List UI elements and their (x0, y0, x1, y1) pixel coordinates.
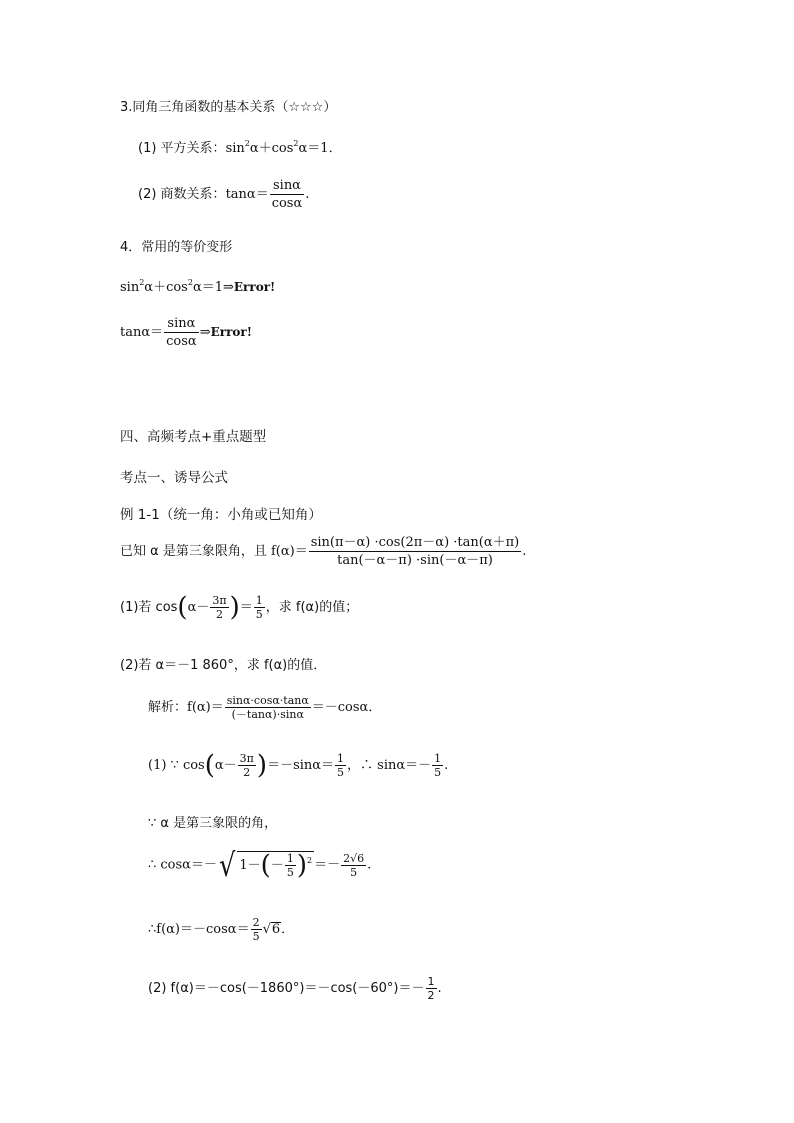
simplify-fraction (225, 694, 311, 721)
q1-fraction-3pi-2 (210, 594, 228, 621)
q1-fraction-1-5 (254, 594, 265, 621)
sqrt-icon: √ (262, 922, 271, 937)
example-title: 例 1-1（统一角：小角或已知角） (120, 507, 322, 523)
equivalent-transform-1 (120, 276, 275, 295)
section-3-title: 3.同角三角函数的基本关系（☆☆☆） (120, 100, 337, 115)
fraction-numerator: sinα·cosα·tanα (226, 694, 309, 707)
fraction-denominator: 5 (252, 930, 260, 943)
left-paren: ( (260, 850, 271, 881)
quotient-relation-label: (2) 商数关系： (138, 187, 226, 202)
equals-minus: ＝－ (314, 857, 341, 873)
fraction-denominator: 5 (434, 766, 442, 779)
sqrt-radicand: 1－(－ $\frac{1}{5}$ )$^2$ (239, 850, 313, 881)
inner-fraction-1-5 (285, 852, 296, 879)
quotient-relation-lhs: tanα＝ (225, 187, 269, 202)
fraction-numerator: 2 (252, 916, 260, 929)
fraction-denominator: 2 (243, 766, 251, 779)
key-point-1-title: 考点一、诱导公式 (120, 470, 228, 486)
sqrt-icon: √ (219, 846, 236, 884)
result-fraction (341, 852, 366, 879)
sqrt-radicand: 6 (271, 922, 281, 937)
q1-prefix: (1)若 cos (120, 600, 178, 615)
square-relation-rhs: ＝1． (307, 141, 342, 156)
left-paren: ( (204, 750, 215, 781)
period: . (522, 544, 527, 559)
step1-therefore: ，∴ sinα＝－ (347, 758, 432, 773)
cos-prefix: ∴ cosα＝－ (148, 857, 217, 873)
fraction-denominator: 2 (215, 608, 223, 621)
fraction-denominator: (－tanα)·sinα (231, 708, 304, 721)
step1-fraction-neg-1-5 (432, 752, 443, 779)
fraction-denominator: tan(－α－π) ·sin(－α－π) (337, 553, 493, 568)
square-relation-formula: $\sin^2\alpha+\cos^2\alpha$ (225, 139, 308, 156)
fraction-numerator: 1 (427, 975, 435, 988)
fraction-numerator: 3π (239, 752, 254, 765)
fraction-denominator: 2 (427, 989, 435, 1002)
left-paren: ( (177, 592, 188, 623)
error-text-2: Error! (210, 325, 252, 339)
step1-middle: ＝－sinα＝ (267, 758, 335, 773)
transform-2-fraction (164, 315, 199, 350)
solution-step-2 (148, 975, 442, 1002)
function-lhs: f(α)＝ (270, 544, 308, 559)
f-prefix: ∴f(α)＝－cosα＝ (148, 922, 250, 937)
fraction-numerator: 1 (434, 752, 442, 765)
solution-analysis (148, 694, 381, 721)
given-function (120, 534, 526, 569)
step1-alpha: α－ (214, 758, 237, 773)
quotient-relation (138, 177, 309, 212)
error-text-1: Error! (233, 280, 276, 294)
question-2: (2)若 α＝－1 860°，求 f(α)的值． (120, 658, 327, 673)
equivalent-transform-2 (120, 315, 252, 350)
transform-2-arrow: ⇒ (199, 325, 211, 340)
section-title-key-points: 四、高频考点+重点题型 (120, 429, 267, 445)
fraction-numerator: 1 (255, 594, 263, 607)
square-exponent: 2 (306, 856, 313, 865)
square-relation-label: (1) 平方关系： (138, 141, 226, 156)
given-prefix: 已知 α 是第三象限角，且 (120, 544, 271, 559)
step1-fraction-3pi-2 (238, 752, 256, 779)
square-relation (138, 137, 342, 156)
q1-alpha: α－ (187, 600, 210, 615)
cos-computation (148, 846, 372, 884)
right-paren: ) (256, 750, 268, 781)
fraction-denominator: 5 (255, 608, 263, 621)
period: . (444, 758, 449, 773)
fraction-denominator: 5 (286, 866, 294, 879)
step1-prefix: (1) ∵ cos (148, 758, 205, 773)
one-minus: 1－ (239, 858, 261, 873)
period: ． (281, 922, 295, 937)
period: . (437, 981, 442, 996)
simplified-result: ＝－cosα． (311, 700, 382, 715)
transform-1-arrow: ＝1⇒ (201, 280, 234, 295)
fraction-numerator: 3π (212, 594, 227, 607)
step1-fraction-1-5 (335, 752, 346, 779)
fraction-numerator: 1 (286, 852, 294, 865)
f-fraction-2-5 (251, 916, 262, 943)
period: . (367, 857, 372, 873)
transform-1-formula: $\sin^2\alpha+\cos^2\alpha$ (120, 278, 202, 295)
fraction-denominator: 5 (350, 865, 358, 879)
fraction-denominator: 5 (337, 766, 345, 779)
function-lhs: f(α)＝ (187, 700, 224, 715)
fraction-denominator: cosα (271, 196, 303, 211)
fraction-numerator: sin(π－α) ·cos(2π－α) ·tan(α＋π) (310, 535, 520, 550)
question-1 (120, 594, 358, 621)
period: . (305, 187, 310, 202)
fraction-denominator: cosα (166, 334, 197, 349)
step2-text: (2) f(α)＝－cos(－1860°)＝－cos(－60°)＝－ (148, 981, 425, 996)
solution-step-1 (148, 752, 448, 779)
given-fraction (309, 534, 522, 569)
transform-2-lhs: tanα＝ (120, 325, 164, 340)
quadrant-statement: ∵ α 是第三象限的角， (148, 816, 278, 831)
f-alpha-result (148, 916, 294, 943)
fraction-numerator: 2√6 (343, 851, 365, 865)
fraction-numerator: sinα (270, 177, 305, 195)
right-paren: ) (229, 592, 240, 623)
q1-suffix: ，求 f(α)的值； (265, 600, 359, 615)
fraction-numerator: sinα (164, 315, 199, 333)
quotient-fraction (270, 177, 305, 212)
section-4-title: 4．常用的等价变形 (120, 240, 233, 255)
equals: ＝ (239, 600, 253, 615)
solution-label: 解析： (148, 700, 188, 715)
step2-fraction-1-2 (426, 975, 437, 1002)
fraction-numerator: 1 (337, 752, 345, 765)
right-paren: ) (296, 850, 307, 881)
